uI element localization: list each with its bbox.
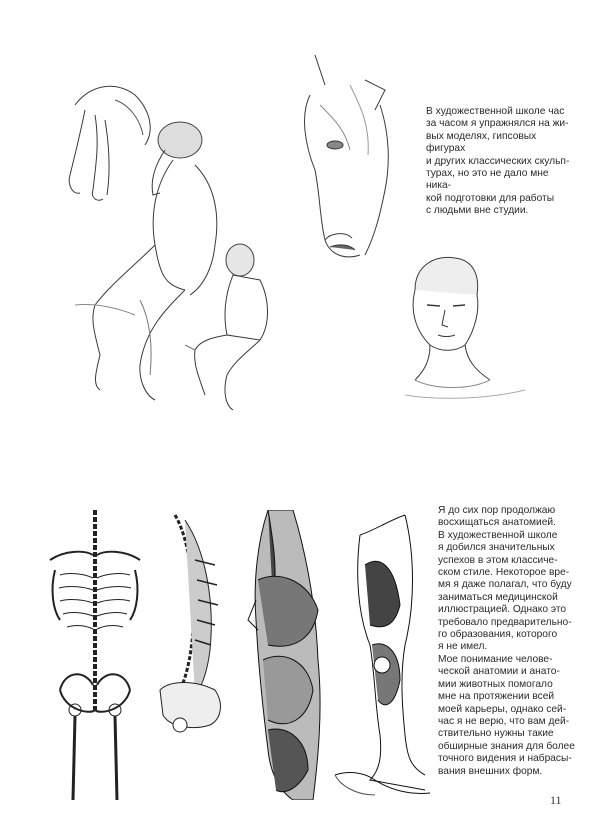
horse-head-sketch bbox=[290, 55, 405, 265]
portrait-head-sketch bbox=[395, 250, 545, 425]
page-number: 11 bbox=[550, 793, 562, 807]
spine-side-sketch bbox=[155, 510, 230, 800]
leg-muscles-sketch bbox=[330, 505, 435, 800]
caption-art-school: В художественной школе час за часом я упражнялся на жи- вых моделях, гипсовых фигурах и других классических скульп- турах, но это не дало мне ника- кой подготовки для работы с людьми вне студии. bbox=[426, 106, 570, 217]
caption-anatomy: Я до сих пор продолжаю восхищаться анатомией. В художественной школе я добился значительных успехов в этом классиче- ском стиле. Некоторое вре- мя я даже полагал, что буду заниматься медицинской иллюстрацией. Однако это требовало предварительно- го образования, которого я не имел. Мое понимание челове- ческой анатомии и анато- мии животных помогало мне на протяжении всей моей карьеры, однако сей- час я не верю, что вам дей- ствительно нужны такие обширные знания для более точного видения и набрасы- вания внешних форм. bbox=[438, 505, 575, 777]
skeleton-back-sketch bbox=[45, 510, 145, 800]
figure-studies-sketch bbox=[55, 75, 295, 420]
torso-muscles-sketch bbox=[238, 510, 328, 800]
